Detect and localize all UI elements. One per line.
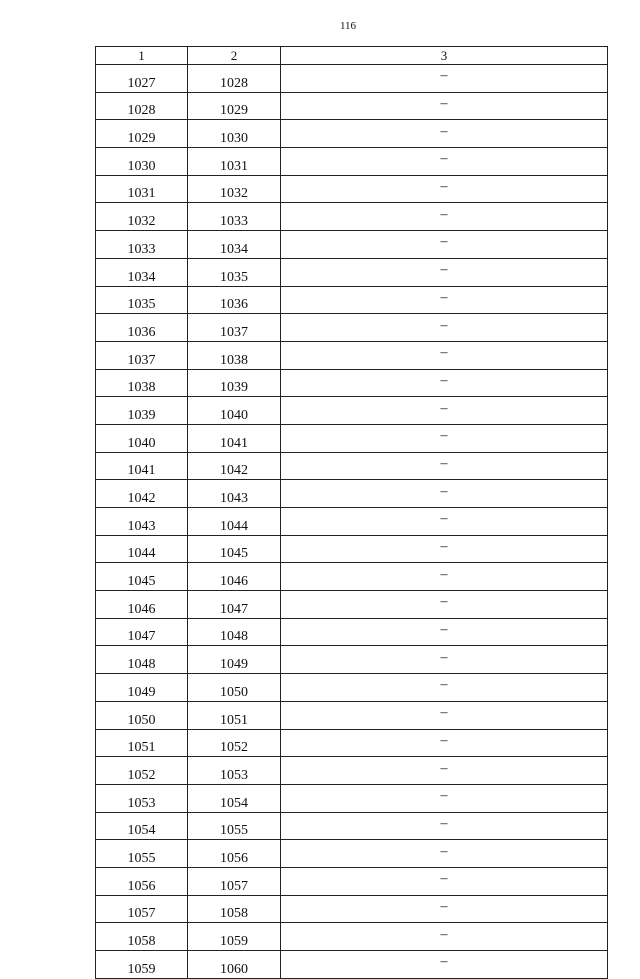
table-cell-col-3: –: [281, 591, 608, 619]
table-row: [96, 895, 608, 923]
table-row: [96, 203, 608, 231]
table-row: [96, 757, 608, 785]
page-number: 116: [339, 20, 357, 32]
table-cell-col-1: 1037: [96, 341, 188, 369]
table-cell-col-2: 1043: [188, 480, 281, 508]
table-row: [96, 369, 608, 397]
table-row: [96, 812, 608, 840]
table-cell-col-3: –: [281, 840, 608, 868]
table-row: [96, 424, 608, 452]
table-cell-col-3: –: [281, 757, 608, 785]
table-row: [96, 314, 608, 342]
table-cell-col-2: 1030: [188, 120, 281, 148]
table-cell-col-3: –: [281, 729, 608, 757]
table-cell-col-2: 1056: [188, 840, 281, 868]
table-row: [96, 923, 608, 951]
table-cell-col-3: –: [281, 175, 608, 203]
table-cell-col-3: –: [281, 674, 608, 702]
table-cell-col-2: 1058: [188, 895, 281, 923]
table-cell-col-1: 1046: [96, 591, 188, 619]
table-cell-col-2: 1057: [188, 867, 281, 895]
table-cell-col-2: 1060: [188, 951, 281, 979]
table-cell-col-2: 1033: [188, 203, 281, 231]
table-cell-col-1: 1029: [96, 120, 188, 148]
table-cell-col-1: 1056: [96, 867, 188, 895]
table-cell-col-1: 1048: [96, 646, 188, 674]
table-row: [96, 480, 608, 508]
table-cell-col-1: 1058: [96, 923, 188, 951]
table-cell-col-3: –: [281, 535, 608, 563]
table-cell-col-1: 1040: [96, 424, 188, 452]
table-cell-col-2: 1032: [188, 175, 281, 203]
table-row: [96, 563, 608, 591]
table-cell-col-2: 1041: [188, 424, 281, 452]
table-cell-col-2: 1053: [188, 757, 281, 785]
table-cell-col-3: –: [281, 812, 608, 840]
table-cell-col-2: 1042: [188, 452, 281, 480]
table-cell-col-1: 1043: [96, 508, 188, 536]
table-cell-col-2: 1038: [188, 341, 281, 369]
table-cell-col-2: 1034: [188, 231, 281, 259]
table-cell-col-1: 1050: [96, 701, 188, 729]
table-cell-col-2: 1047: [188, 591, 281, 619]
table-cell-col-3: –: [281, 314, 608, 342]
table-cell-col-3: –: [281, 397, 608, 425]
table-cell-col-1: 1059: [96, 951, 188, 979]
table-row: [96, 258, 608, 286]
table-cell-col-3: –: [281, 148, 608, 176]
table-cell-col-2: 1045: [188, 535, 281, 563]
table-cell-col-1: 1036: [96, 314, 188, 342]
table-cell-col-1: 1053: [96, 784, 188, 812]
table-cell-col-1: 1057: [96, 895, 188, 923]
table-row: [96, 729, 608, 757]
table-cell-col-2: 1059: [188, 923, 281, 951]
table-row: [96, 618, 608, 646]
table-row: [96, 286, 608, 314]
table-cell-col-1: 1047: [96, 618, 188, 646]
table-body: [96, 65, 608, 979]
table-cell-col-1: 1049: [96, 674, 188, 702]
table-cell-col-3: –: [281, 563, 608, 591]
table-cell-col-2: 1039: [188, 369, 281, 397]
table-cell-col-2: 1048: [188, 618, 281, 646]
table-cell-col-3: –: [281, 784, 608, 812]
table-row: [96, 148, 608, 176]
table-cell-col-1: 1032: [96, 203, 188, 231]
table-cell-col-3: –: [281, 923, 608, 951]
table-row: [96, 535, 608, 563]
table-cell-col-3: –: [281, 203, 608, 231]
table-cell-col-3: –: [281, 120, 608, 148]
table-cell-col-1: 1055: [96, 840, 188, 868]
table-cell-col-3: –: [281, 646, 608, 674]
table-row: [96, 341, 608, 369]
table-cell-col-2: 1029: [188, 92, 281, 120]
table-cell-col-2: 1028: [188, 65, 281, 93]
table-cell-col-1: 1041: [96, 452, 188, 480]
table-cell-col-1: 1044: [96, 535, 188, 563]
table-row: [96, 120, 608, 148]
table-cell-col-3: –: [281, 65, 608, 93]
table-cell-col-3: –: [281, 895, 608, 923]
table-cell-col-3: –: [281, 951, 608, 979]
table-cell-col-1: 1045: [96, 563, 188, 591]
table-row: [96, 701, 608, 729]
table-cell-col-2: 1037: [188, 314, 281, 342]
table-cell-col-3: –: [281, 231, 608, 259]
table-row: [96, 840, 608, 868]
table-row: [96, 784, 608, 812]
table-cell-col-3: –: [281, 258, 608, 286]
table-cell-col-3: –: [281, 701, 608, 729]
data-table: [95, 46, 608, 979]
table-cell-col-1: 1038: [96, 369, 188, 397]
table-cell-col-1: 1033: [96, 231, 188, 259]
table-row: [96, 231, 608, 259]
table-row: [96, 397, 608, 425]
table-cell-col-2: 1044: [188, 508, 281, 536]
table-cell-col-2: 1046: [188, 563, 281, 591]
table-cell-col-1: 1028: [96, 92, 188, 120]
table-cell-col-2: 1031: [188, 148, 281, 176]
table-cell-col-3: –: [281, 508, 608, 536]
table-cell-col-2: 1040: [188, 397, 281, 425]
column-header-3: 3: [281, 47, 608, 65]
table-cell-col-3: –: [281, 92, 608, 120]
table-cell-col-1: 1031: [96, 175, 188, 203]
table-row: [96, 65, 608, 93]
table-cell-col-1: 1051: [96, 729, 188, 757]
table-cell-col-3: –: [281, 424, 608, 452]
table-cell-col-2: 1051: [188, 701, 281, 729]
table-cell-col-1: 1034: [96, 258, 188, 286]
table-cell-col-2: 1049: [188, 646, 281, 674]
table-cell-col-1: 1027: [96, 65, 188, 93]
table-cell-col-1: 1052: [96, 757, 188, 785]
table-cell-col-2: 1054: [188, 784, 281, 812]
table-row: [96, 508, 608, 536]
table-row: [96, 867, 608, 895]
table-cell-col-1: 1030: [96, 148, 188, 176]
table-cell-col-3: –: [281, 867, 608, 895]
header-row: [96, 47, 608, 65]
table-cell-col-1: 1042: [96, 480, 188, 508]
table-cell-col-2: 1035: [188, 258, 281, 286]
column-header-2: 2: [188, 47, 281, 65]
table-cell-col-2: 1036: [188, 286, 281, 314]
table-row: [96, 92, 608, 120]
table-cell-col-3: –: [281, 341, 608, 369]
table-cell-col-3: –: [281, 369, 608, 397]
table-cell-col-2: 1050: [188, 674, 281, 702]
table-cell-col-2: 1055: [188, 812, 281, 840]
table-row: [96, 591, 608, 619]
table-cell-col-1: 1054: [96, 812, 188, 840]
table-cell-col-3: –: [281, 480, 608, 508]
table-cell-col-1: 1035: [96, 286, 188, 314]
table-cell-col-1: 1039: [96, 397, 188, 425]
table-cell-col-3: –: [281, 286, 608, 314]
column-header-1: 1: [96, 47, 188, 65]
table-row: [96, 646, 608, 674]
table-row: [96, 452, 608, 480]
table-cell-col-2: 1052: [188, 729, 281, 757]
table-cell-col-3: –: [281, 452, 608, 480]
table-row: [96, 674, 608, 702]
table-row: [96, 951, 608, 979]
table-row: [96, 175, 608, 203]
table-cell-col-3: –: [281, 618, 608, 646]
